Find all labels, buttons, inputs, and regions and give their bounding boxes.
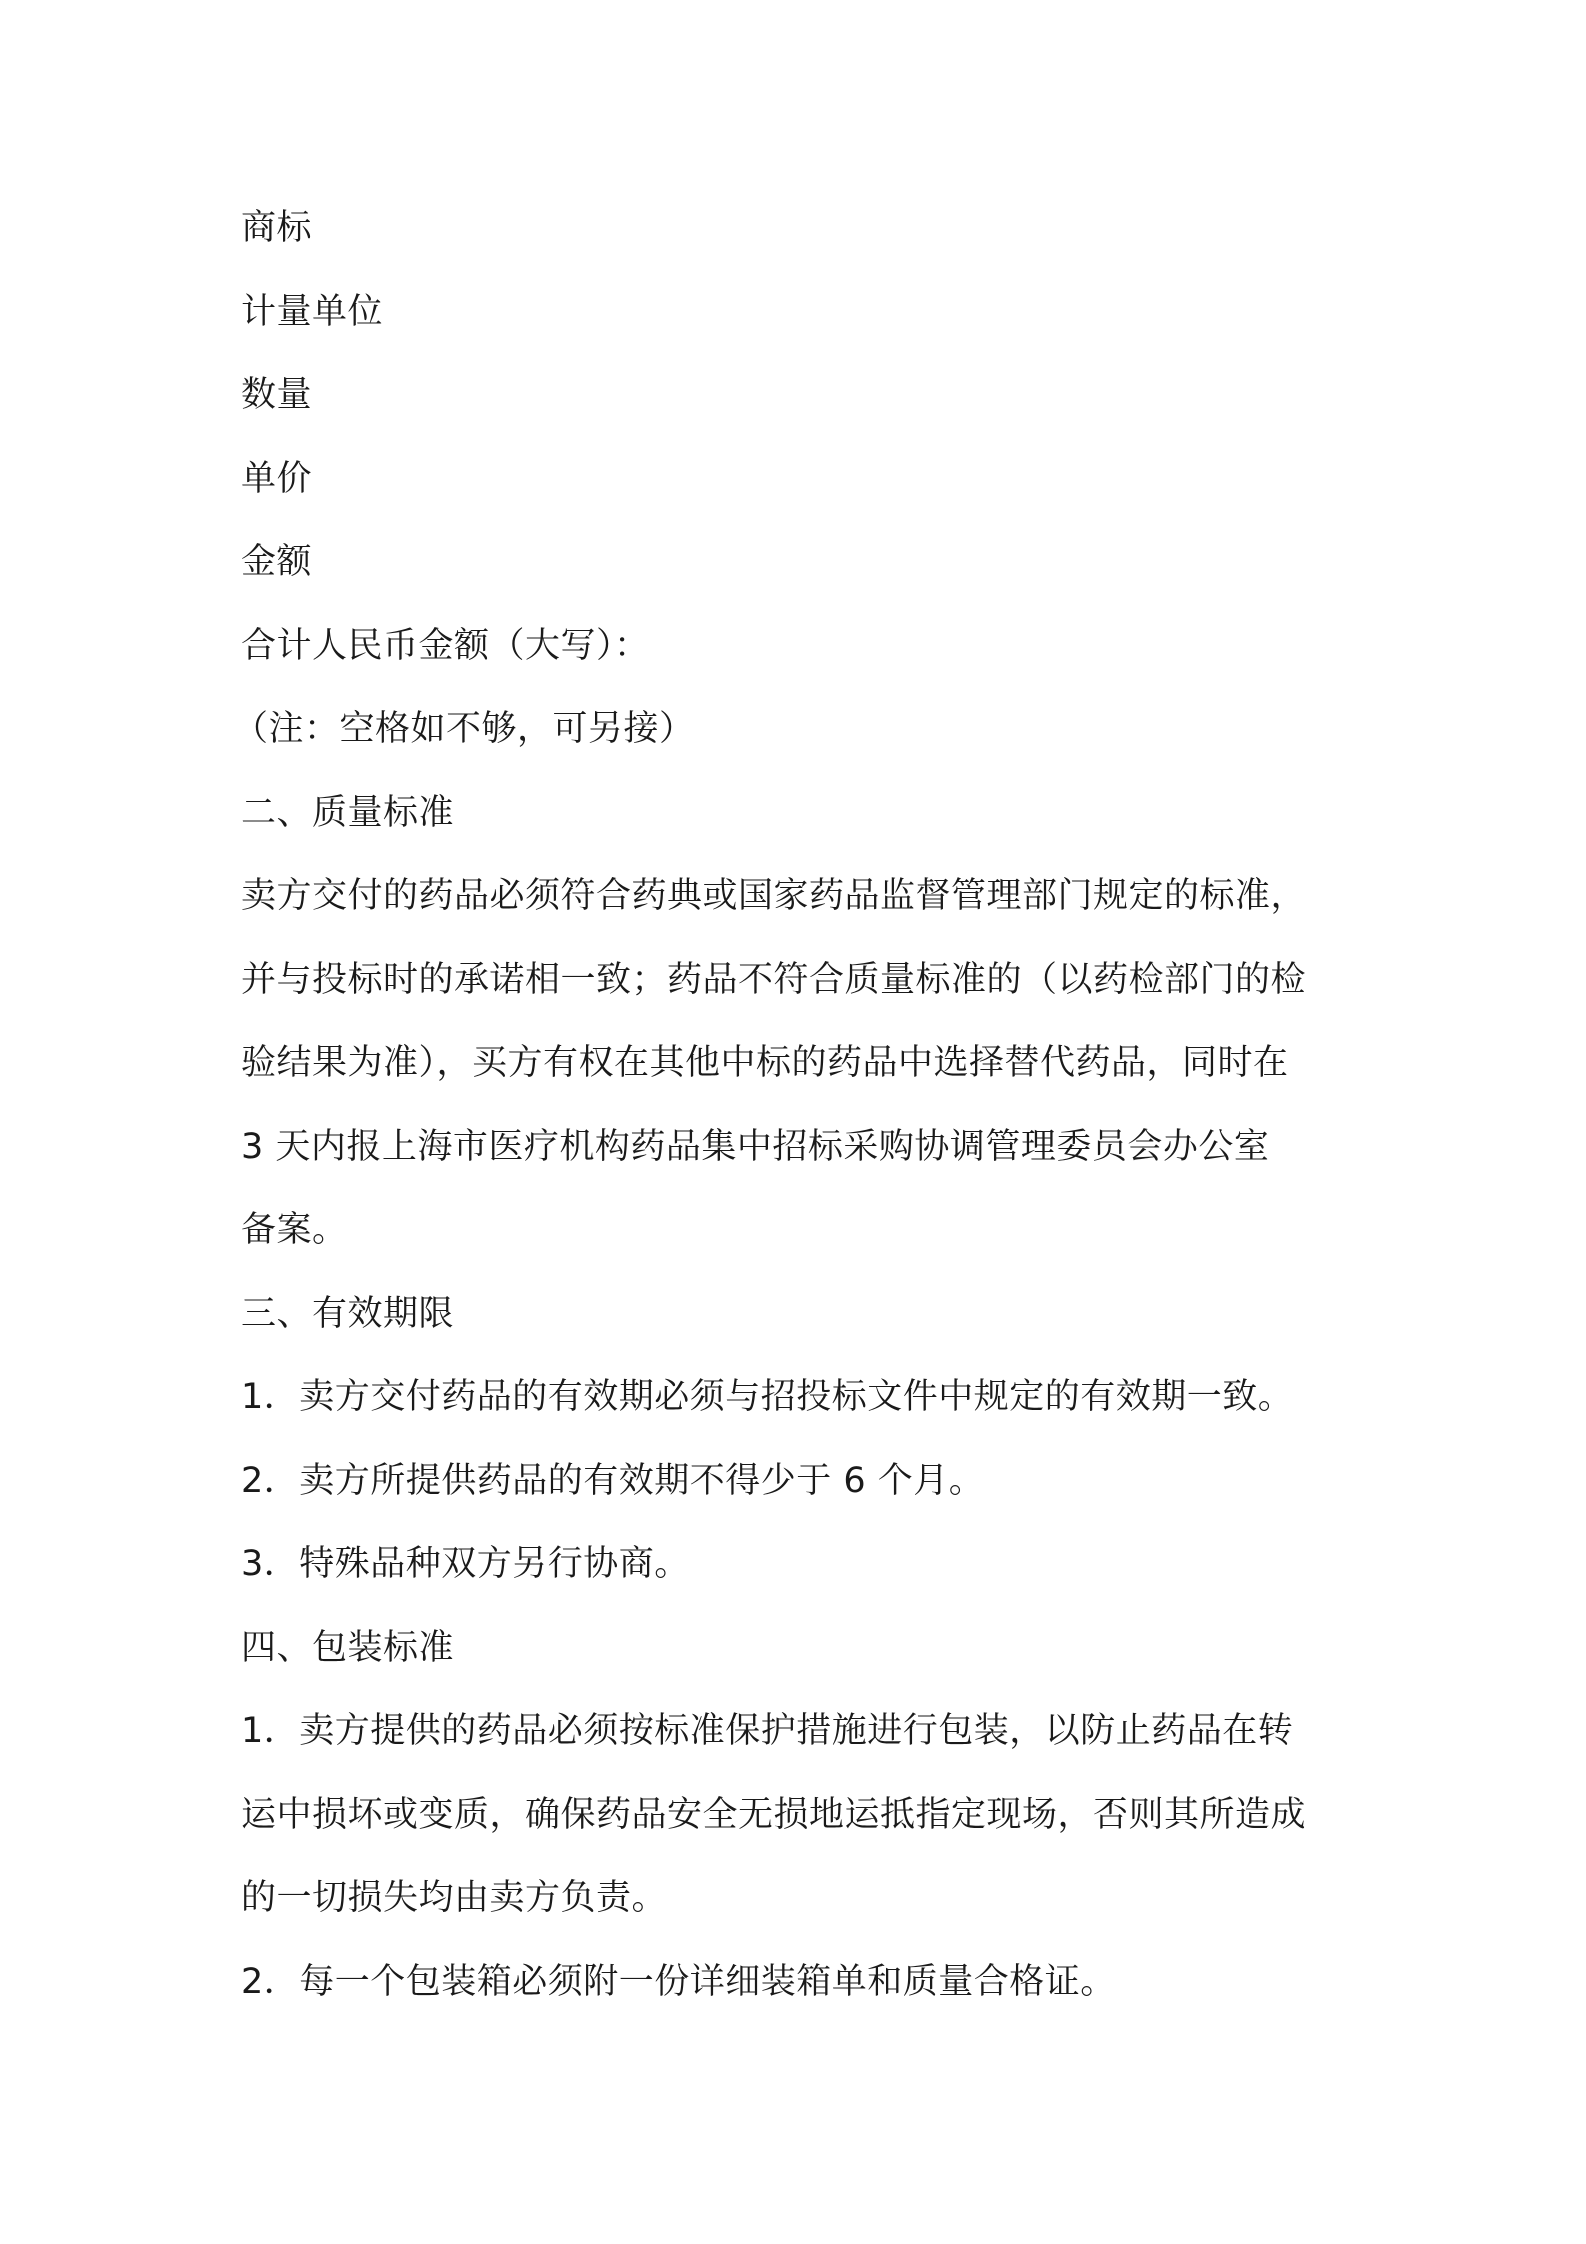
text-line: 的一切损失均由卖方负责。 [241, 1878, 668, 1918]
text-line: 1．卖方交付药品的有效期必须与招投标文件中规定的有效期一致。 [241, 1377, 1294, 1417]
text-line: 并与投标时的承诺相一致；药品不符合质量标准的（以药检部门的检 [241, 960, 1307, 1000]
text-line: 卖方交付的药品必须符合药典或国家药品监督管理部门规定的标准， [241, 876, 1307, 916]
text-line: 数量 [241, 375, 313, 415]
text-line: 二、质量标准 [241, 793, 455, 833]
text-line: 2．卖方所提供药品的有效期不得少于 6 个月。 [241, 1461, 985, 1501]
text-line: 单价 [241, 459, 313, 499]
text-line: 三、有效期限 [241, 1294, 455, 1334]
text-line: 1．卖方提供的药品必须按标准保护措施进行包装，以防止药品在转 [241, 1711, 1294, 1751]
text-line: 3．特殊品种双方另行协商。 [241, 1544, 690, 1584]
text-line: 商标 [241, 208, 313, 248]
text-line: （注：空格如不够，可另接） [233, 709, 695, 749]
text-line: 合计人民币金额（大写）： [241, 626, 650, 666]
text-line: 备案。 [241, 1210, 348, 1250]
text-line: 四、包装标准 [241, 1628, 455, 1668]
text-line: 3 天内报上海市医疗机构药品集中招标采购协调管理委员会办公室 [241, 1127, 1270, 1167]
text-line: 验结果为准），买方有权在其他中标的药品中选择替代药品，同时在 [241, 1043, 1289, 1083]
text-line: 金额 [241, 542, 313, 582]
text-line: 2．每一个包装箱必须附一份详细装箱单和质量合格证。 [241, 1962, 1116, 2002]
text-line: 计量单位 [241, 292, 384, 332]
text-line: 运中损坏或变质，确保药品安全无损地运抵指定现场，否则其所造成 [241, 1795, 1307, 1835]
